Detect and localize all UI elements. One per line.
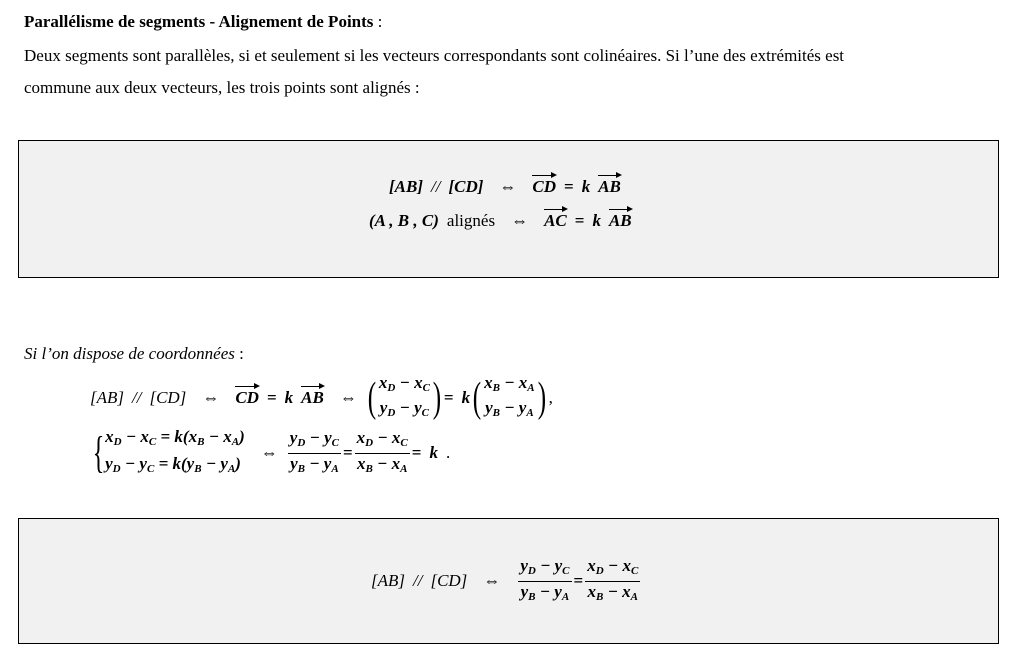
seg-cd: [CD]	[430, 571, 468, 590]
col2-top: $x_B - x_A$	[484, 373, 535, 394]
trailing-period: .	[445, 443, 451, 462]
seg-ab: [AB]	[389, 177, 423, 196]
points-abc: (A , B , C)	[369, 211, 439, 230]
equals-sign-2: =	[443, 388, 454, 407]
fraction-y-numerator: $y_D - y_C$	[518, 556, 571, 582]
vector-ab: AB	[301, 388, 324, 407]
parallel-sign: //	[431, 177, 441, 196]
coords-intro	[24, 344, 244, 364]
coords-equation-vectors	[90, 372, 553, 424]
vector-cd: CD	[235, 388, 259, 407]
aligned-word: alignés	[446, 211, 496, 230]
equals-sign: =	[342, 443, 353, 462]
open-paren: (	[367, 375, 377, 421]
close-paren: )	[432, 375, 442, 421]
scalar-k: k	[592, 211, 601, 230]
parallel-sign: //	[132, 388, 142, 407]
parallel-sign: //	[413, 571, 423, 590]
col2-bottom: $y_B - y_A$	[485, 398, 534, 419]
system-row-x: $x_D - x_C = k(x_B - x_A)$	[105, 427, 245, 448]
equals-sign: =	[574, 211, 585, 230]
scalar-k: k	[284, 388, 294, 407]
fraction-x-numerator: $x_D - x_C$	[355, 428, 410, 454]
fraction-x-denominator: $x_B - x_A$	[356, 453, 408, 475]
seg-ab: [AB]	[371, 571, 405, 590]
fraction-y-denominator: $y_B - y_A$	[520, 581, 570, 603]
intro-line-2: commune aux deux vecteurs, les trois points sont alignés :	[24, 78, 420, 97]
scalar-k: k	[581, 177, 591, 196]
equation-system	[105, 426, 245, 480]
equiv-sign: ⇔	[483, 571, 501, 590]
fraction-y	[288, 428, 341, 479]
column-vector-ab	[484, 373, 535, 423]
intro-paragraph	[24, 40, 1014, 104]
seg-ab: [AB]	[90, 388, 124, 407]
equiv-sign: ⇔	[499, 177, 517, 196]
fraction-x	[355, 428, 410, 479]
fraction-x	[585, 556, 640, 607]
intro-line-1: Deux segments sont parallèles, si et seulement si les vecteurs correspondants sont colinéaires. Si l’une des extrémités est	[24, 46, 845, 65]
equiv-sign-2: ⇔	[339, 388, 357, 407]
trailing-comma: ,	[548, 388, 553, 407]
vector-cd: CD	[532, 177, 557, 196]
equals-sign: =	[266, 388, 277, 407]
column-vector-cd	[379, 373, 430, 423]
seg-cd: [CD]	[149, 388, 187, 407]
coords-intro-text: Si l’on dispose de coordonnées	[24, 344, 235, 363]
coords-equation-system	[88, 428, 450, 478]
equiv-sign: ⇔	[202, 388, 220, 407]
section-title	[24, 12, 382, 32]
seg-cd: [CD]	[448, 177, 484, 196]
equiv-sign: ⇔	[260, 443, 278, 462]
box1-equation-aligned	[369, 211, 632, 231]
scalar-k: k	[429, 443, 438, 462]
close-paren-2: )	[537, 375, 546, 421]
coords-intro-suffix: :	[234, 344, 244, 363]
fraction-x-numerator: $x_D - x_C$	[585, 556, 640, 582]
equiv-sign: ⇔	[511, 211, 529, 230]
equals-sign-2: =	[411, 443, 422, 462]
system-brace: {	[92, 428, 105, 477]
fraction-y-denominator: $y_B - y_A$	[290, 453, 339, 475]
section-title-text: Parallélisme de segments - Alignement de Points	[24, 12, 374, 31]
equals-sign: =	[573, 571, 584, 590]
col1-top: $x_D - x_C$	[378, 373, 430, 394]
definition-box-1	[18, 140, 999, 278]
vector-ab: AB	[598, 177, 621, 196]
open-paren-2: (	[472, 375, 482, 421]
col1-bottom: $y_D - y_C$	[379, 398, 429, 419]
box2-equation	[371, 555, 642, 607]
definition-box-2	[18, 518, 999, 644]
scalar-k-2: k	[461, 388, 471, 407]
system-row-y: $y_D - y_C = k(y_B - y_A)$	[105, 454, 241, 475]
box1-equation-parallel	[389, 177, 621, 197]
section-title-suffix: :	[373, 12, 383, 31]
fraction-y	[518, 556, 571, 607]
vector-ac: AC	[544, 211, 567, 230]
fraction-y-numerator: $y_D - y_C$	[288, 428, 341, 454]
vector-ab: AB	[608, 211, 632, 230]
equals-sign: =	[564, 177, 574, 196]
fraction-x-denominator: $x_B - x_A$	[587, 581, 638, 603]
